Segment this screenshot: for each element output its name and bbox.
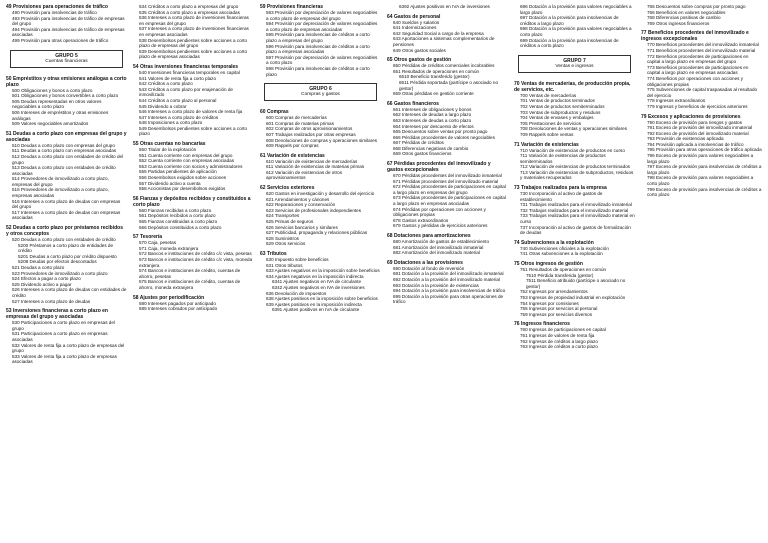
account-line: 766 Beneficios en valores negociables: [647, 9, 726, 15]
subaccount-line: 6391 Ajustes positivos en IVA de circulante: [272, 307, 360, 313]
account-line: 611 Variación de existencias de materias primas: [266, 164, 365, 170]
account-section: [514, 142, 635, 182]
account-section: [133, 234, 254, 290]
account-line: 560 Fianzas recibidas a corto plazo: [139, 207, 212, 213]
account-line: 530 Participaciones a corto plazo en empresas del grupo: [12, 320, 115, 331]
account-line: 551 Cuenta corriente con empresas del grupo: [139, 152, 233, 158]
account-line: 679 Gastos y pérdidas de ejercicios anteriores: [393, 223, 488, 229]
account-line: 521 Deudas a corto plazo: [12, 265, 65, 270]
section-heading: 56 Fianzas y depósitos recibidos y constituidos a corto plazo: [133, 195, 251, 208]
account-line: 754 Ingresos por comisiones: [520, 300, 579, 306]
section-heading: 68 Dotaciones para amortizaciones: [387, 233, 471, 239]
account-line: 555 Partidas pendientes de aplicación: [139, 169, 217, 175]
account-section: [387, 14, 508, 54]
account-line: 547 Intereses a corto plazo de créditos: [139, 114, 219, 120]
account-line: 672 Pérdidas procedentes de participaciones en capital a largo plazo en empresas del grupo: [393, 184, 506, 195]
account-section: [133, 196, 254, 230]
account-line: 662 Intereses de deudas a largo plazo: [393, 112, 472, 118]
account-line: 525 Dividendo activo a pagar: [12, 281, 72, 287]
section-heading: 53 Inversiones financieras a corto plazo en empresas del grupo y asociadas: [6, 308, 108, 321]
account-line: 791 Exceso de provisión del inmovilizado inmaterial: [647, 125, 753, 131]
account-line: 597 Provisión por depreciación de valores negociables a corto plazo: [266, 54, 378, 66]
section-heading: 52 Deudas a corto plazo por préstamos recibidos y otros conceptos: [6, 225, 123, 238]
account-line: 682 Amortización del inmovilizado material: [393, 250, 480, 256]
section-heading: 71 Variación de existencias: [514, 141, 579, 148]
account-section: [641, 30, 762, 109]
account-line: 621 Arrendamientos y cánones: [266, 196, 330, 202]
account-line: 531 Participaciones a corto plazo en empresas asociadas: [12, 331, 108, 342]
account-line: 629 Otros servicios: [266, 241, 306, 247]
account-line: 698 Dotación a la provisión para valores negociables a corto plazo: [520, 26, 632, 37]
account-line: 759 Ingresos por servicios diversos: [520, 311, 593, 317]
subaccount-line: 5200 Préstamos a corto plazo de entidades de crédito: [18, 242, 113, 254]
account-line: 755 Ingresos por servicios al personal: [520, 306, 598, 312]
account-line: 593 Provisión por depreciación de valores negociables a corto plazo de empresas del grupo: [266, 10, 378, 21]
section-heading: 60 Compras: [260, 109, 289, 116]
account-line: 731 Trabajos realizados para el inmovilizado inmaterial: [520, 202, 632, 208]
account-line: 708 Devoluciones de ventas y operaciones similares: [520, 126, 627, 132]
account-line: 561 Depósitos recibidos a corto plazo: [139, 213, 216, 219]
account-line: 642 Seguridad Social a cargo de la empresa: [393, 30, 484, 36]
account-line: 690 Dotación al fondo de reversión: [393, 265, 465, 271]
account-line: 609 Rappels por compras: [266, 143, 319, 149]
account-section: [6, 131, 127, 221]
account-line: 541 Valores de renta fija a corto plazo: [139, 75, 217, 81]
account-line: 733 Trabajos realizados para el inmovilizado material en curso: [520, 213, 635, 225]
account-line: 651 Resultados de operaciones en común: [393, 68, 480, 74]
account-line: 494 Provisión para insolvencias de tráfico de empresas asociadas: [12, 26, 125, 38]
account-line: 761 Ingresos de valores de renta fija: [520, 332, 595, 338]
account-line: 711 Variación de existencias de productos semiterminados: [520, 153, 606, 164]
account-line: 638 Ajustes positivos en la imposición sobre beneficios: [266, 296, 378, 302]
account-line: 692 Dotación a la provisión del inmovilizado material: [393, 276, 500, 282]
account-line: 771 Beneficios procedentes del inmovilizado material: [647, 47, 756, 53]
account-line: 501 Obligaciones y bonos convertibles a corto plazo: [12, 93, 119, 99]
account-line: 713 Variación de existencias de subproductos, residuos y materiales recuperados: [520, 169, 634, 181]
subaccount-line: 7510 Pérdida transferida (gestor): [526, 272, 594, 278]
subaccount-line: 5208 Deudas por efectos descontados: [18, 259, 97, 265]
account-line: 701 Ventas de productos terminados: [520, 98, 595, 104]
account-line: 636 Devolución de impuestos: [266, 290, 327, 296]
account-line: 600 Compras de mercaderías: [266, 115, 327, 121]
account-line: 620 Gastos en investigación y desarrollo del ejercicio: [266, 191, 375, 197]
account-section: [387, 4, 508, 10]
account-line: 794 Provisión aplicada a insolvencias de tráfico: [647, 141, 744, 147]
account-line: 490 Provisión para insolvencias de tráfico: [12, 10, 97, 15]
account-line: 574 Bancos e instituciones de crédito, cuentas de ahorro, pesetas: [139, 268, 241, 279]
account-line: 779 Ingresos y beneficios de ejercicios anteriores: [647, 103, 748, 109]
account-line: 542 Créditos a corto plazo: [139, 81, 193, 87]
account-line: 633 Ajustes negativos en la imposición sobre beneficios: [266, 268, 380, 274]
account-line: 751 Resultados de operaciones en común: [520, 267, 607, 272]
section-heading: 49 Provisiones para operaciones de tráfico: [6, 4, 108, 10]
account-line: 774 Beneficios por operaciones con acciones y obligaciones propias: [647, 75, 744, 87]
account-section: [514, 4, 635, 49]
account-line: 516 Intereses a corto plazo de deudas con empresas del grupo: [12, 198, 121, 210]
account-line: 514 Proveedores de inmovilizado a corto plazo, empresas del grupo: [12, 176, 109, 187]
account-line: 678 Gastos extraordinarios: [393, 217, 449, 223]
account-line: 640 Sueldos y salarios: [393, 19, 440, 25]
section-heading: 57 Tesorería: [133, 234, 163, 241]
account-line: 798 Exceso de provisión para valores negociables a corto plazo: [647, 175, 754, 187]
account-line: 765 Descuentos sobre compras por pronto pago: [647, 4, 746, 9]
account-line: 553 Cuenta corriente con socios y administradores: [139, 163, 243, 169]
section-heading: 66 Gastos financieros: [387, 100, 439, 107]
account-line: 499 Provisión para otras operaciones de tráfico: [12, 37, 109, 43]
group-subtitle: Compras y gastos: [301, 92, 340, 98]
account-line: 557 Dividendo activo a cuenta: [139, 180, 201, 186]
section-heading: 77 Beneficios procedentes del inmovilizado e ingresos excepcionales: [641, 30, 749, 43]
section-heading: 79 Excesos y aplicaciones de provisiones: [641, 113, 741, 120]
subaccount-line: 6342 Ajustes negativos en IVA de inversiones: [272, 284, 365, 290]
account-line: 680 Amortización de gastos de establecimiento: [393, 239, 490, 244]
section-heading: 61 Variación de existencias: [260, 152, 325, 159]
account-line: 795 Provisión para otras operaciones de tráfico aplicada: [647, 147, 762, 153]
account-line: 552 Cuenta corriente con empresas asociadas: [139, 158, 234, 164]
account-line: 550 Titular de la explotación: [139, 147, 197, 153]
account-line: 712 Variación de existencias de productos terminados: [520, 164, 630, 170]
account-line: 493 Provisión para insolvencias de tráfico de empresas del grupo: [12, 15, 125, 27]
section-heading: 75 Otros ingresos de gestión: [514, 261, 583, 267]
account-line: 520 Deudas a corto plazo con entidades de crédito: [12, 237, 116, 243]
account-line: 511 Deudas a corto plazo con empresas asociadas: [12, 148, 117, 154]
account-section: [387, 161, 508, 229]
account-line: 510 Deudas a corto plazo con empresas del grupo: [12, 142, 115, 148]
section-heading: 69 Dotaciones a las provisiones: [387, 259, 463, 266]
account-section: [6, 4, 127, 44]
account-section: [641, 114, 762, 198]
account-line: 570 Caja, pesetas: [139, 240, 177, 246]
group-title-box: [264, 83, 377, 101]
account-line: 669 Otros gastos financieros: [393, 151, 452, 157]
account-line: 601 Compras de materias primas: [266, 120, 334, 126]
section-heading: 73 Trabajos realizados para la empresa: [514, 185, 607, 192]
account-line: 626 Servicios bancarios y similares: [266, 224, 338, 230]
account-line: 612 Variación de existencias de otros aprovisionamientos: [266, 169, 343, 181]
account-line: 769 Otros ingresos financieros: [647, 20, 710, 26]
account-section: [514, 81, 635, 138]
section-heading: 67 Pérdidas procedentes del inmovilizado y gastos excepcionales: [387, 161, 491, 174]
account-line: 670 Pérdidas procedentes del inmovilizado inmaterial: [393, 173, 502, 179]
subaccount-line: 7511 Beneficio atribuido (partícipe o asociado no gestor): [526, 278, 626, 289]
account-line: 512 Deudas a corto plazo con entidades de crédito del grupo: [12, 153, 124, 165]
account-line: 792 Exceso de provisión del inmovilizado material: [647, 130, 749, 136]
account-line: 694 Dotación a la provisión para insolvencias de tráfico: [393, 288, 506, 294]
account-line: 534 Créditos a corto plazo a empresas del grupo: [139, 4, 239, 9]
account-line: 595 Provisión para insolvencias de créditos a corto plazo a empresas del grupo: [266, 32, 370, 43]
account-line: 506 Intereses de empréstitos y otras emisiones análogas: [12, 109, 109, 121]
column-3: [260, 4, 381, 539]
account-line: 704 Ventas de envases y embalajes: [520, 115, 594, 121]
account-line: 566 Depósitos constituidos a corto plazo: [139, 224, 222, 230]
section-heading: 54 Otras inversiones financieras temporales: [133, 63, 239, 70]
account-section: [133, 64, 254, 137]
account-line: 546 Intereses a corto plazo de valores de renta fija: [139, 109, 243, 115]
account-line: 671 Pérdidas procedentes del inmovilizado material: [393, 178, 499, 184]
section-heading: 64 Gastos de personal: [387, 13, 441, 20]
account-line: 709 Rappels sobre ventas: [520, 131, 574, 137]
account-line: 631 Otros tributos: [266, 262, 303, 268]
account-line: 572 Bancos e instituciones de crédito c/c vista, pesetas: [139, 251, 252, 257]
account-line: 693 Dotación a la provisión de existencias: [393, 282, 479, 288]
account-line: 753 Ingresos de propiedad industrial en explotación: [520, 294, 626, 300]
account-section: [260, 153, 381, 181]
account-line: 793 Provisión de existencias aplicada: [647, 136, 724, 142]
account-line: 790 Exceso de provisión para riesgos y gastos: [647, 119, 742, 125]
account-section: [514, 261, 635, 317]
group-title: GRUPO 7: [563, 57, 586, 64]
group-subtitle: Ventas e ingresos: [555, 63, 594, 69]
group-title: GRUPO 5: [55, 52, 78, 59]
account-line: 535 Créditos a corto plazo a empresas asociadas: [139, 9, 240, 15]
column-6: [641, 4, 762, 539]
subaccount-line: 6510 Beneficio transferido (gestor): [399, 74, 470, 80]
account-line: 770 Beneficios procedentes del inmovilizado inmaterial: [647, 42, 759, 48]
account-line: 762 Ingresos de créditos a largo plazo: [520, 338, 598, 344]
account-line: 799 Exceso de provisión para insolvencias de créditos a corto plazo: [647, 186, 762, 198]
column-4: [387, 4, 508, 539]
account-line: 627 Publicidad, propaganda y relaciones públicas: [266, 230, 368, 236]
account-line: 691 Dotación a la provisión del inmovilizado inmaterial: [393, 271, 504, 277]
account-line: 580 Intereses pagados por anticipado: [139, 300, 216, 306]
account-line: 509 Valores negociables amortizados: [12, 121, 89, 127]
account-line: 610 Variación de existencias de mercaderías: [266, 158, 358, 164]
account-line: 585 Intereses cobrados por anticipado: [139, 306, 218, 312]
account-line: 513 Deudas a corto plazo con entidades de crédito asociadas: [12, 165, 116, 176]
section-heading: 65 Otros gastos de gestión: [387, 57, 452, 64]
account-line: 797 Exceso de provisión para insolvencias de créditos a largo plazo: [647, 164, 762, 175]
account-section: [387, 260, 508, 305]
account-line: 730 Incorporación al activo de gastos de establecimiento: [520, 191, 603, 202]
section-heading: 70 Ventas de mercaderías, de producción propia, de servicios, etc.: [514, 80, 631, 93]
account-line: 545 Dividendo a cobrar: [139, 103, 187, 109]
account-section: [514, 240, 635, 257]
account-line: 575 Bancos e instituciones de crédito, cuentas de ahorro, moneda extranjera: [139, 279, 241, 290]
account-line: 681 Amortización del inmovilizado inmaterial: [393, 244, 484, 250]
account-line: 596 Provisión para insolvencias de créditos a corto plazo a empresas asociadas: [266, 43, 370, 55]
account-line: 625 Primas de seguros: [266, 219, 314, 225]
account-line: 664 Intereses por descuento de efectos: [393, 123, 474, 129]
group-title-box: [518, 55, 631, 73]
account-line: 641 Indemnizaciones: [393, 25, 437, 31]
account-section: [387, 57, 508, 97]
account-line: 696 Dotación a la provisión para valores negociables a largo plazo: [520, 4, 632, 15]
account-line: 659 Otras pérdidas en gestión corriente: [393, 91, 474, 97]
account-line: 607 Trabajos realizados por otras empresas: [266, 131, 356, 137]
account-line: 773 Beneficios procedentes de participaciones en capital a largo plazo en empresas asociadas: [647, 64, 749, 76]
account-line: 548 Imposiciones a corto plazo: [139, 120, 203, 126]
account-section: [514, 321, 635, 349]
account-line: 594 Provisión por depreciación de valores negociables a corto plazo de empresas asociadas: [266, 21, 378, 32]
account-line: 663 Intereses de deudas a corto plazo: [393, 117, 472, 123]
section-heading: 74 Subvenciones a la explotación: [514, 239, 594, 246]
account-line: 699 Dotación a la provisión para insolvencias de créditos a corto plazo: [520, 37, 619, 49]
account-section: [260, 4, 381, 77]
account-line: 643 Aportaciones a sistemas complementarios de pensiones: [393, 36, 495, 47]
account-line: 537 Intereses a corto plazo de inversiones financieras en empresas asociadas: [139, 26, 249, 37]
account-line: 665 Descuentos sobre ventas por pronto pago: [393, 129, 488, 135]
account-section: [260, 185, 381, 247]
section-heading: 51 Deudas a corto plazo con empresas del grupo y asociadas: [6, 130, 127, 143]
account-line: 695 Dotación a la provisión para otras operaciones de tráfico: [393, 293, 504, 305]
account-line: 740 Subvenciones oficiales a la explotación: [520, 245, 609, 251]
account-line: 556 Desembolsos exigidos sobre acciones: [139, 175, 227, 181]
subaccount-line: 6341 Ajustes negativos en IVA de circulante: [272, 279, 362, 285]
account-line: 523 Proveedores de inmovilizado a corto plazo: [12, 270, 108, 276]
account-line: 608 Devoluciones de compras y operaciones similares: [266, 137, 378, 143]
account-line: 539 Desembolsos pendientes sobre acciones a corto plazo de empresas asociadas: [139, 48, 248, 60]
account-line: 532 Valores de renta fija a corto plazo de empresas del grupo: [12, 342, 125, 354]
account-line: 544 Créditos a corto plazo al personal: [139, 97, 217, 103]
account-section: [387, 101, 508, 157]
account-section: [641, 4, 762, 26]
account-line: 623 Servicios de profesionales independientes: [266, 207, 362, 213]
section-heading: 58 Ajustes por periodificación: [133, 294, 205, 301]
account-line: 565 Fianzas constituidas a corto plazo: [139, 219, 218, 224]
account-line: 533 Valores de renta fija a corto plazo de empresas asociadas: [12, 353, 117, 365]
account-line: 768 Diferencias positivas de cambio: [647, 15, 721, 21]
account-section: [133, 4, 254, 60]
account-line: 710 Variación de existencias de productos en curso: [520, 147, 625, 153]
account-line: 666 Pérdidas procedentes de valores negociables: [393, 134, 495, 140]
account-section: [260, 109, 381, 149]
column-1: [6, 4, 127, 539]
account-line: 630 Impuesto sobre beneficios: [266, 257, 329, 262]
account-section: [133, 141, 254, 192]
subaccount-line: 5201 Deudas a corto plazo por crédito dispuesto: [18, 253, 117, 259]
account-line: 796 Exceso de provisión para valores negociables a largo plazo: [647, 153, 754, 164]
section-heading: 55 Otras cuentas no bancarias: [133, 141, 206, 148]
group-title-box: [10, 50, 123, 68]
account-section: [6, 308, 127, 365]
account-line: 549 Desembolsos pendientes sobre acciones a corto plazo: [139, 125, 248, 137]
account-line: 543 Créditos a corto plazo por enajenación de inmovilizado: [139, 86, 233, 98]
account-section: [387, 233, 508, 256]
account-line: 650 Pérdidas de créditos comerciales incobrables: [393, 63, 495, 69]
account-line: 661 Intereses de obligaciones y bonos: [393, 106, 472, 112]
account-line: 624 Transportes: [266, 213, 300, 219]
account-line: 515 Proveedores de inmovilizado a corto plazo, empresas asociadas: [12, 187, 109, 199]
account-line: 703 Ventas de subproductos y residuos: [520, 109, 601, 115]
account-line: 540 Inversiones financieras temporales en capital: [139, 69, 240, 75]
account-line: 634 Ajustes negativos en la imposición indirecta: [266, 273, 364, 279]
account-line: 737 Incorporación al activo de gastos de formalización de deudas: [520, 224, 631, 236]
account-section: [6, 225, 127, 304]
account-line: 517 Intereses a corto plazo de deudas con empresas asociadas: [12, 209, 121, 221]
section-heading: 63 Tributos: [260, 251, 287, 257]
account-line: 573 Bancos e instituciones de crédito c/c vista, moneda extranjera: [139, 256, 253, 268]
account-line: 775 Subvenciones de capital traspasadas al resultado del ejercicio: [647, 87, 758, 98]
account-line: 598 Provisión para insolvencias de créditos a corto plazo: [266, 65, 370, 77]
group-title: GRUPO 6: [309, 86, 332, 93]
account-line: 526 Intereses a corto plazo de deudas con entidades de crédito: [12, 287, 127, 298]
account-section: [514, 185, 635, 236]
account-section: [6, 76, 127, 127]
account-line: 571 Caja, moneda extranjera: [139, 245, 199, 251]
account-line: 500 Obligaciones y bonos a corto plazo: [12, 87, 93, 93]
group-subtitle: Cuentas financieras: [45, 58, 88, 64]
account-line: 702 Ventas de productos semiterminados: [520, 103, 605, 109]
account-line: 558 Accionistas por desembolsos exigidos: [139, 186, 226, 192]
account-line: 700 Ventas de mercaderías: [520, 92, 577, 98]
account-line: 778 Ingresos extraordinarios: [647, 98, 706, 104]
account-line: 649 Otros gastos sociales: [393, 47, 446, 53]
account-line: 536 Intereses a corto plazo de inversiones financieras en empresas del grupo: [139, 15, 249, 26]
account-line: 741 Otras subvenciones a la explotación: [520, 251, 603, 257]
subaccount-line: 6511 Pérdida soportada (partícipe o asociado no gestor): [399, 79, 499, 91]
account-line: 538 Desembolsos pendientes sobre acciones a corto plazo de empresas del grupo: [139, 37, 248, 49]
account-line: 763 Ingresos de créditos a corto plazo: [520, 344, 598, 350]
account-line: 505 Deudas representadas en otros valores negociables a corto plazo: [12, 98, 102, 110]
account-line: 628 Suministros: [266, 235, 299, 241]
account-line: 639 Ajustes positivos en la imposición indirecta: [266, 301, 362, 307]
account-line: 697 Dotación a la provisión para insolvencias de créditos a largo plazo: [520, 15, 619, 26]
section-heading: 62 Servicios exteriores: [260, 185, 315, 192]
account-line: 705 Prestaciones de servicios: [520, 120, 582, 126]
account-line: 524 Efectos a pagar a corto plazo: [12, 276, 81, 282]
account-line: 760 Ingresos de participaciones en capital: [520, 327, 606, 333]
column-2: [133, 4, 254, 539]
account-line: 527 Intereses a corto plazo de deudas: [12, 298, 91, 304]
account-line: 752 Ingresos por arrendamientos: [520, 289, 588, 295]
account-section: [260, 251, 381, 313]
account-line: 732 Trabajos realizados para el inmovilizado material: [520, 207, 629, 213]
account-line: 667 Pérdidas de créditos: [393, 140, 444, 146]
section-heading: 76 Ingresos financieros: [514, 321, 570, 328]
account-line: 673 Pérdidas procedentes de participaciones en capital a largo plazo en empresas asociadas: [393, 195, 506, 207]
account-line: 602 Compras de otros aprovisionamientos: [266, 126, 353, 132]
account-line: 772 Beneficios procedentes de participaciones en capital a largo plazo en empresas del grupo: [647, 53, 749, 65]
column-5: [514, 4, 635, 539]
account-line: 622 Reparaciones y conservación: [266, 202, 336, 208]
account-section: [133, 295, 254, 312]
section-heading: 50 Empréstitos y otras emisiones análogas a corto plazo: [6, 75, 127, 88]
account-line: 674 Pérdidas por operaciones con acciones y obligaciones propias: [393, 206, 486, 218]
section-heading: 59 Provisiones financieras: [260, 4, 324, 10]
account-line: 668 Diferencias negativas de cambio: [393, 145, 469, 151]
subaccount-line: 6392 Ajustes positivos en IVA de inversiones: [399, 4, 490, 9]
